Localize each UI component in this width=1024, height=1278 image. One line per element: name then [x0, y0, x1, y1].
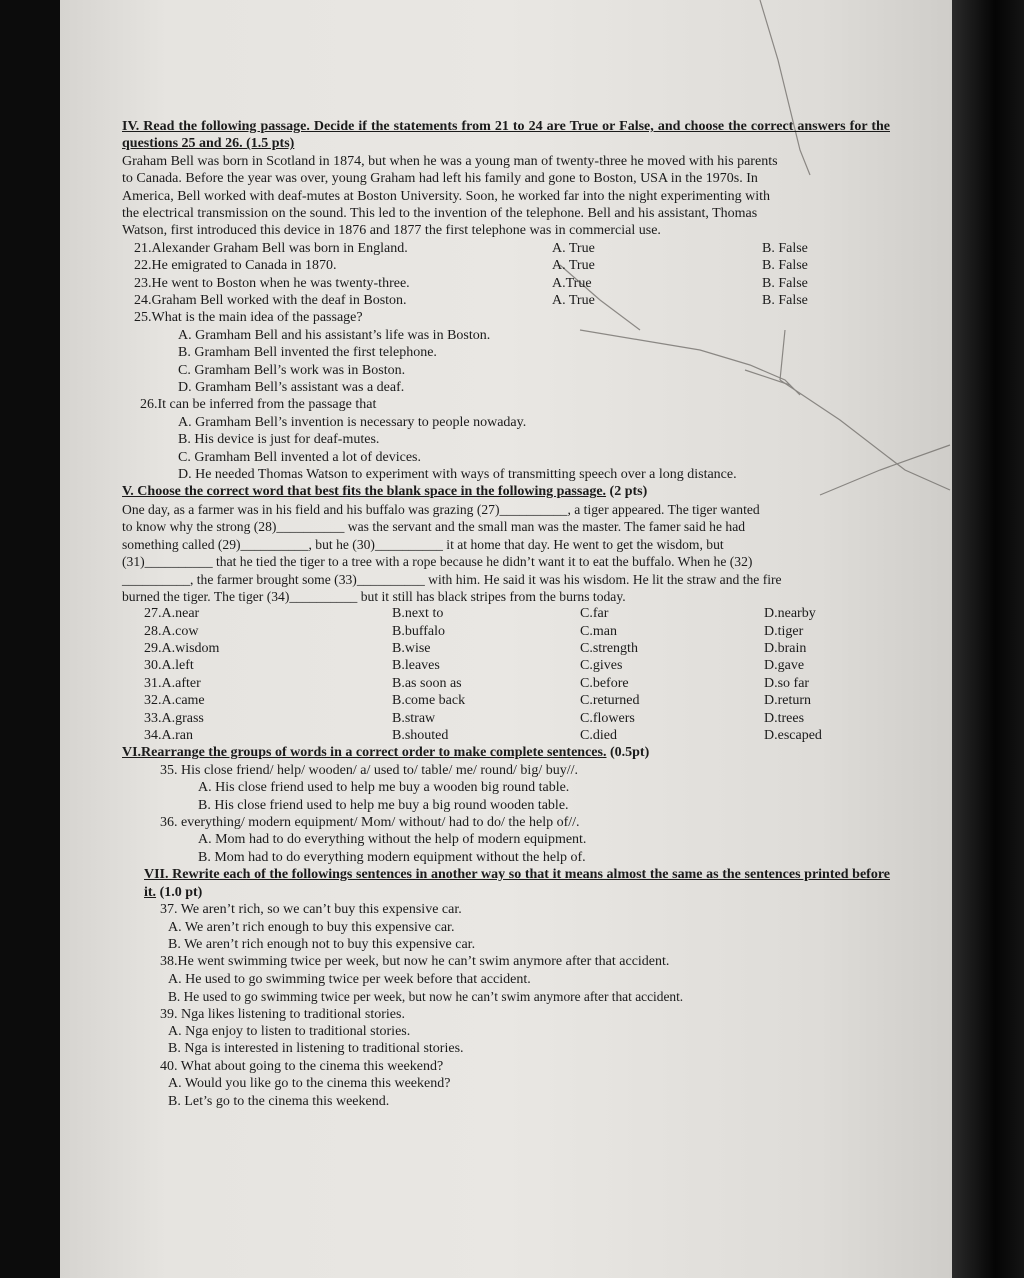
passage-line: burned the tiger. The tiger (34)__________ but it still has black stripes from the burns today.	[122, 588, 626, 604]
q26-option: A. Gramham Bell’s invention is necessary to people nowaday.	[178, 414, 527, 430]
q26-option: B. His device is just for deaf-mutes.	[178, 432, 380, 448]
section-6-points: (0.5pt)	[609, 745, 650, 761]
answer-option: B. His close friend used to help me buy a big round wooden table.	[198, 797, 569, 813]
option-row-33	[122, 710, 890, 727]
tf-option-b: B. False	[762, 275, 808, 291]
passage-line: America, Bell worked with deaf-mutes at Boston University. Soon, he worked far into the night experimenting with	[122, 188, 771, 204]
option-a: 27.A.near	[144, 606, 200, 622]
answer-option: A. Would you like go to the cinema this weekend?	[168, 1076, 451, 1092]
tf-option-b: B. False	[762, 240, 808, 256]
option-b: B.shouted	[392, 728, 449, 744]
q26-option: C. Gramham Bell invented a lot of devices.	[178, 449, 421, 465]
option-c: C.before	[580, 675, 629, 691]
passage-line: the electrical transmission on the sound. This led to the invention of the telephone. Bell and his assistant, Thomas	[122, 206, 758, 222]
option-d: D.nearby	[764, 606, 816, 622]
question-25: 25.What is the main idea of the passage?	[134, 310, 363, 326]
section-7-heading	[122, 866, 890, 901]
q25-option: A. Gramham Bell and his assistant’s life was in Boston.	[178, 327, 491, 343]
answer-option: A. We aren’t rich enough to buy this expensive car.	[168, 919, 455, 935]
passage-line: Graham Bell was born in Scotland in 1874, but when he was a young man of twenty-three he moved with his parents	[122, 153, 778, 169]
option-row-28	[122, 623, 890, 640]
passage-line: to know why the strong (28)__________ was the servant and the small man was the master. The famer said he had	[122, 519, 746, 535]
tf-question: 23.He went to Boston when he was twenty-three.	[134, 275, 410, 291]
tf-question: 24.Graham Bell worked with the deaf in Boston.	[134, 293, 407, 309]
tf-question: 21.Alexander Graham Bell was born in England.	[134, 240, 408, 256]
option-d: D.escaped	[764, 728, 822, 744]
option-c: C.man	[580, 623, 617, 639]
tf-option-a: A. True	[552, 293, 595, 309]
option-a: 32.A.came	[144, 693, 205, 709]
option-b: B.buffalo	[392, 623, 446, 639]
option-row-32	[122, 692, 890, 709]
q25-option: C. Gramham Bell’s work was in Boston.	[178, 362, 406, 378]
q25-option: D. Gramham Bell’s assistant was a deaf.	[178, 380, 405, 396]
question-37: 37. We aren’t rich, so we can’t buy this expensive car.	[160, 902, 462, 918]
option-d: D.return	[764, 693, 812, 709]
q25-option: B. Gramham Bell invented the first telephone.	[178, 345, 437, 361]
option-a: 29.A.wisdom	[144, 641, 220, 657]
tf-option-b: B. False	[762, 258, 808, 274]
section-5-points: (2 pts)	[609, 484, 648, 500]
option-d: D.trees	[764, 710, 805, 726]
option-row-31	[122, 675, 890, 692]
option-row-29	[122, 640, 890, 657]
answer-option: A. Nga enjoy to listen to traditional stories.	[168, 1023, 411, 1039]
option-d: D.tiger	[764, 623, 804, 639]
tf-option-a: A.True	[552, 275, 592, 291]
tf-option-b: B. False	[762, 293, 808, 309]
option-a: 33.A.grass	[144, 710, 204, 726]
passage-line: (31)__________ that he tied the tiger to a tree with a rope because he didn’t want it to eat the buffalo. When he (32)	[122, 554, 753, 570]
option-b: B.come back	[392, 693, 466, 709]
option-a: 34.A.ran	[144, 728, 193, 744]
section-5-title: V. Choose the correct word that best fits the blank space in the following passage.	[122, 484, 607, 500]
option-row-34	[122, 727, 890, 744]
section-7-title: VII. Rewrite each of the followings sentences in another way so that it means almost the same as the sentences printed before it.	[144, 867, 890, 900]
option-b: B.leaves	[392, 658, 440, 674]
option-d: D.brain	[764, 641, 807, 657]
answer-option: B. Nga is interested in listening to traditional stories.	[168, 1041, 464, 1057]
option-row-30	[122, 657, 890, 674]
option-b: B.straw	[392, 710, 436, 726]
passage-line: One day, as a farmer was in his field and his buffalo was grazing (27)__________, a tiger appeared. The tiger wanted	[122, 501, 760, 517]
option-c: C.far	[580, 606, 609, 622]
passage-line: to Canada. Before the year was over, young Graham had left his family and gone to Boston, USA in the 1970s. In	[122, 171, 758, 187]
option-c: C.gives	[580, 658, 623, 674]
option-c: C.flowers	[580, 710, 635, 726]
question-39: 39. Nga likes listening to traditional stories.	[160, 1006, 405, 1022]
answer-option: B. We aren’t rich enough not to buy this expensive car.	[168, 936, 476, 952]
passage-line: something called (29)__________, but he (30)__________ it at home that day. He went to get the wisdom, but	[122, 536, 724, 552]
tf-option-a: A. True	[552, 240, 595, 256]
passage-line: __________, the farmer brought some (33)__________ with him. He said it was his wisdom. He lit the straw and the fire	[122, 571, 782, 587]
question-38: 38.He went swimming twice per week, but now he can’t swim anymore after that accident.	[160, 954, 670, 970]
option-d: D.so far	[764, 675, 810, 691]
option-c: C.returned	[580, 693, 640, 709]
section-7-points: (1.0 pt)	[159, 884, 203, 900]
option-a: 30.A.left	[144, 658, 194, 674]
option-b: B.next to	[392, 606, 444, 622]
section-4-heading: IV. Read the following passage. Decide if the statements from 21 to 24 are True or False, and choose the correct answers for the questions 25 and 26. (1.5 pts)	[122, 119, 890, 152]
section-6-heading	[122, 744, 890, 761]
answer-option: B. He used to go swimming twice per week, but now he can’t swim anymore after that accident.	[168, 989, 684, 1005]
option-a: 31.A.after	[144, 675, 201, 691]
answer-option: A. He used to go swimming twice per week before that accident.	[168, 971, 531, 987]
question-35: 35. His close friend/ help/ wooden/ a/ used to/ table/ me/ round/ big/ buy//.	[160, 762, 578, 778]
tf-option-a: A. True	[552, 258, 595, 274]
section-5-heading	[122, 483, 890, 500]
answer-option: B. Mom had to do everything modern equipment without the help of.	[198, 849, 586, 865]
option-b: B.wise	[392, 641, 431, 657]
tf-question: 22.He emigrated to Canada in 1870.	[134, 258, 337, 274]
option-c: C.strength	[580, 641, 638, 657]
option-d: D.gave	[764, 658, 805, 674]
option-row-27	[122, 605, 890, 622]
option-a: 28.A.cow	[144, 623, 199, 639]
question-26: 26.It can be inferred from the passage that	[140, 397, 377, 413]
question-40: 40. What about going to the cinema this weekend?	[160, 1058, 444, 1074]
worksheet-content	[122, 118, 890, 1110]
tf-item-22	[122, 257, 890, 274]
answer-option: A. Mom had to do everything without the help of modern equipment.	[198, 832, 587, 848]
tf-item-23	[122, 275, 890, 292]
question-36: 36. everything/ modern equipment/ Mom/ without/ had to do/ the help of//.	[160, 815, 580, 831]
option-b: B.as soon as	[392, 675, 462, 691]
answer-option: A. His close friend used to help me buy a wooden big round table.	[198, 780, 570, 796]
section-6-title: VI.Rearrange the groups of words in a correct order to make complete sentences.	[122, 745, 607, 761]
tf-item-24	[122, 292, 890, 309]
passage-line: Watson, first introduced this device in 1876 and 1877 the first telephone was in commercial use.	[122, 223, 661, 239]
option-c: C.died	[580, 728, 617, 744]
q26-option: D. He needed Thomas Watson to experiment with ways of transmitting speech over a long distance.	[178, 467, 737, 483]
answer-option: B. Let’s go to the cinema this weekend.	[168, 1093, 390, 1109]
tf-item-21	[122, 240, 890, 257]
